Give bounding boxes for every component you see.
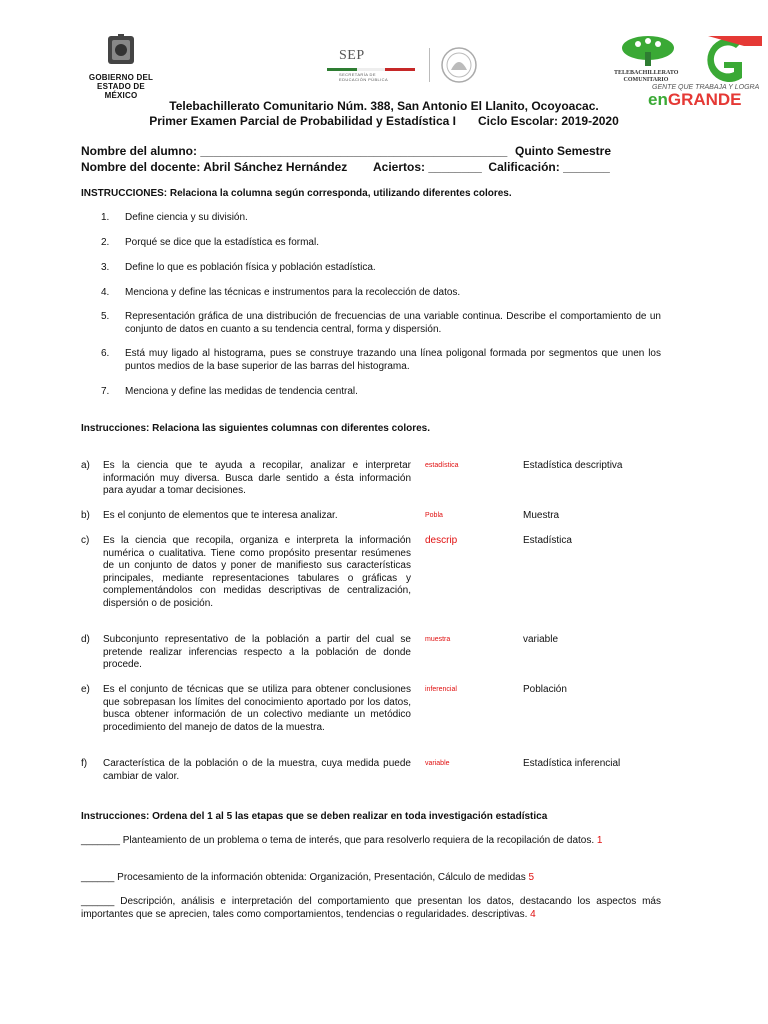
gob-line2: ESTADO DE MÉXICO: [97, 82, 145, 100]
national-eagle-icon: [439, 46, 479, 84]
sep-flag-bar: [327, 68, 415, 71]
semester-label: Quinto Semestre: [515, 144, 612, 158]
exam-title: Primer Examen Parcial de Probabilidad y Estadística I Ciclo Escolar: 2019-2020: [149, 114, 619, 128]
sep-divider: [429, 48, 430, 82]
gobierno-estado-mexico-logo: [80, 34, 162, 100]
teacher-name: Nombre del docente: Abril Sánchez Hernández: [81, 160, 348, 174]
sep-subtitle: SECRETARÍA DE EDUCACIÓN PÚBLICA: [339, 72, 389, 82]
handwritten-answer: Pobla: [425, 512, 443, 519]
state-seal-icon: [104, 34, 138, 66]
instructions-3: Instrucciones: Ordena del 1 al 5 las etapas que se deben realizar en toda investigación estadística: [81, 811, 548, 822]
ordering-item: ______ Descripción, análisis e interpretación del comportamiento que presentan los datos, destacando los aspectos más importantes que se aprecien, tales como comportamientos, tendencias o regularidades. descriptivas. 4: [81, 896, 661, 920]
score-fields: Aciertos: ________ Calificación: _______: [373, 160, 610, 174]
handwritten-answer: 4: [530, 908, 536, 920]
handwritten-answer: estadística: [425, 462, 459, 469]
sep-word: SEP: [339, 48, 365, 63]
gente-que-trabaja-text: GENTE QUE TRABAJA Y LOGRA: [652, 84, 760, 91]
exam-page: GOBIERNO DEL ESTADO DE MÉXICO SEP SECRETARÍA DE EDUCACIÓN PÚBLICA TELEBACHILLERATO COMUNITARIO GENTE QUE TRABAJA Y LOGRA enGRANDE Telebachillerato Comunitario Núm. 388, San Antonio El Llanito, Ocoyoacac. Primer Examen Parcial de Probabilidad y Estadística I Ciclo Escolar: 2019-2020 Nombre del alumno: ______________________________________________ Quinto Semestre Nombre del docente: Abril Sánchez Hernández Aciertos: ________ Calificación: _______ INSTRUCCIONES: Relaciona la columna según corresponda, utilizando diferentes colores. 1. Define ciencia y su división. 2. Porqué se dice que la estadística es formal. 3. Define lo que es población física y población estadística. 4. Menciona y define las técnicas e instrumentos para la recolección de datos. 5. Representación gráfica de una distribución de frecuencias de una variable continua. Describe el comportamiento de un conjunto de datos en cuanto a su tendencia central, forma y dispersión. 6. Está muy ligado al histograma, pues se construye trazando una línea poligonal formada por segmentos que unen los puntos medios de la base superior de las barras del histograma. 7. Menciona y define las medidas de tendencia central. Instrucciones: Relaciona las siguientes columnas con diferentes colores. a) Es la ciencia que te ayuda a recopilar, analizar e interpretar información muy diversa. Busca darle sentido a ésta información para ayudar a tomar decisiones. estadística Estadística descriptiva b) Es el conjunto de elementos que te interesa analizar. Pobla Muestra c) Es la ciencia que recopila, organiza e interpreta la información numérica o cualitativa. Tiene como propósito presentar resúmenes de un conjunto de datos y poner de manifiesto sus características principales, mediante representaciones tabulares o gráficas y complementándolos con medidas descriptivas de centralización, dispersión o de posición. descrip Estadística d) Subconjunto representativo de la población a partir del cual se pretende realizar inferencias respecto a la población de donde procede. muestra variable e) Es el conjunto de técnicas que se utiliza para obtener conclusiones que sobrepasan los límites del conocimiento aportado por los datos, busca obtener información de un colectivo mediante un metódico procedimiento del manejo de datos de la muestra. inferencial Población f) Característica de la población o de la muestra, cuya medida puede cambiar de valor. variable Estadística inferencial Instrucciones: Ordena del 1 al 5 las etapas que se deben realizar en toda investigación estadística _______ Planteamiento de un problema o tema de interés, que para resolverlo requiera de la recopilación de datos. 1 ______ Procesamiento de la información obtenida: Organización, Presentación, Cálculo de medidas 5 ______ Descripción, análisis e interpretación del comportamiento que presentan los datos, destacando los aspectos más importantes que se aprecien, tales como comportamientos, tendencias o regularidades. descriptivas. 4: [0, 0, 768, 1024]
handwritten-answer: variable: [425, 760, 450, 767]
handwritten-answer: muestra: [425, 636, 451, 643]
instructions-1: INSTRUCCIONES: Relaciona la columna según corresponda, utilizando diferentes colores.: [81, 188, 512, 199]
telebachillerato-text: TELEBACHILLERATO COMUNITARIO: [614, 70, 679, 83]
handwritten-answer: descrip: [425, 535, 458, 546]
ordering-item: ______ Procesamiento de la información obtenida: Organización, Presentación, Cálculo de medidas 5: [81, 872, 535, 883]
engrande-text: enGRANDE: [648, 90, 742, 109]
sep-logo: [325, 44, 525, 84]
handwritten-answer: 5: [528, 872, 535, 883]
ordering-item: _______ Planteamiento de un problema o tema de interés, que para resolverlo requiera de la recopilación de datos. 1: [81, 835, 603, 846]
gob-line1: GOBIERNO DEL: [88, 73, 154, 82]
school-title: Telebachillerato Comunitario Núm. 388, San Antonio El Llanito, Ocoyoacac.: [169, 99, 599, 113]
handwritten-answer: inferencial: [425, 686, 457, 693]
handwritten-answer: 1: [596, 835, 603, 846]
student-name-field: Nombre del alumno: ______________________________________________: [81, 144, 508, 158]
instructions-2: Instrucciones: Relaciona las siguientes columnas con diferentes colores.: [81, 423, 430, 434]
